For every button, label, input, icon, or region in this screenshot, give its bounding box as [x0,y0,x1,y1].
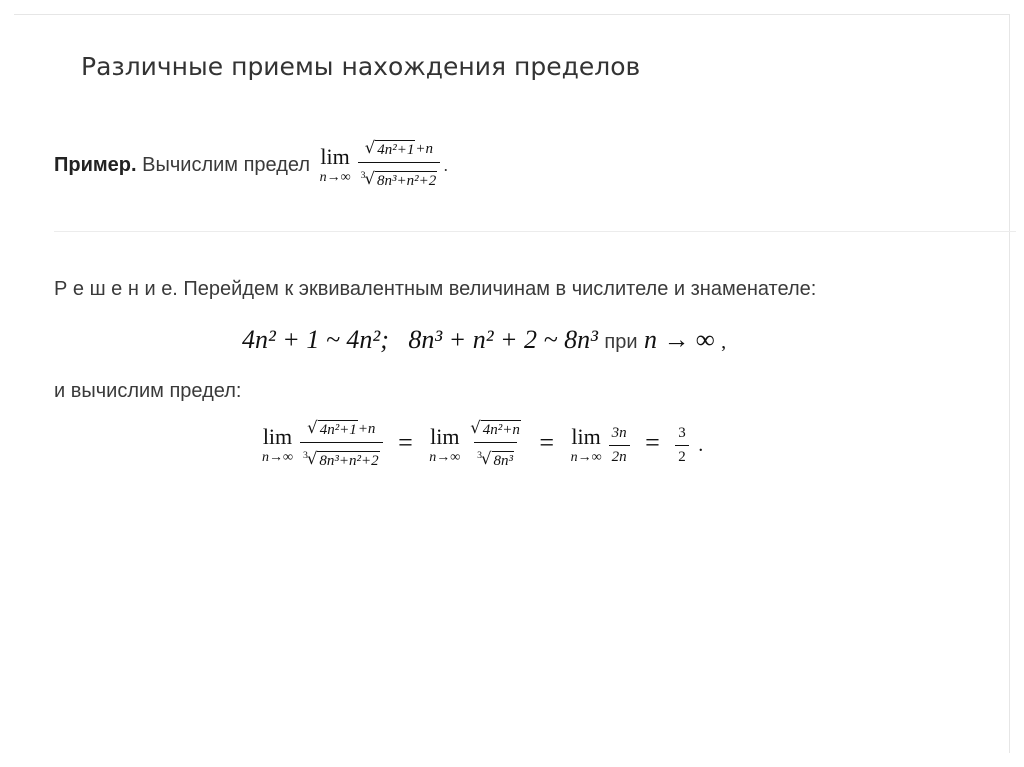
divider [54,231,1016,232]
example-num-tail: +n [415,141,434,157]
equals-1: = [398,427,413,457]
equals-3: = [645,427,660,457]
solution-text: Перейдем к эквивалентным величинам в числителе и знаменателе: [177,278,817,300]
example-fraction: √ 4n²+1 +n 3 √ 8n³+n²+2 [358,140,441,190]
equiv-word: при [604,331,638,353]
example-line [54,140,448,190]
example-den-radical: 8n³+n²+2 [376,173,437,189]
limit-operator-2: lim n→∞ [429,423,461,465]
limit-operator-1: lim n→∞ [262,423,293,465]
example-period: . [443,154,449,175]
limit-computation [258,420,703,470]
equiv-part1: 4n² + 1 ~ 4n²; [242,325,389,354]
slide-title: Различные приемы нахождения пределов [81,52,641,81]
equiv-part2: 8n³ + n² + 2 ~ 8n³ [408,325,598,354]
example-num-radical: 4n²+1 [377,142,415,158]
example-text: Вычислим предел [136,153,316,176]
solution-label: Р е ш е н и е. [54,278,178,300]
limit-operator: lim n→∞ [319,143,351,185]
equiv-end: , [721,331,727,353]
example-label: Пример. [54,153,137,176]
fraction-3: $\frac{3n}{2n}$ [609,425,630,466]
limit-operator-3: lim n→∞ [570,423,602,465]
equals-2: = [539,427,555,457]
equiv-condition: n → ∞ [644,325,715,354]
equivalence-formula [242,325,726,355]
computation-period: . [698,433,704,456]
fraction-1: √ 4n²+1 +n 3 √ 8n³+n²+2 [300,420,383,470]
solution-intro: и вычислим предел: [54,380,242,402]
result-fraction: $\frac{3}{2}$ [675,425,689,466]
solution-line [54,278,816,301]
fraction-2: √ 4n²+n 3 √ 8n³ [470,418,520,469]
